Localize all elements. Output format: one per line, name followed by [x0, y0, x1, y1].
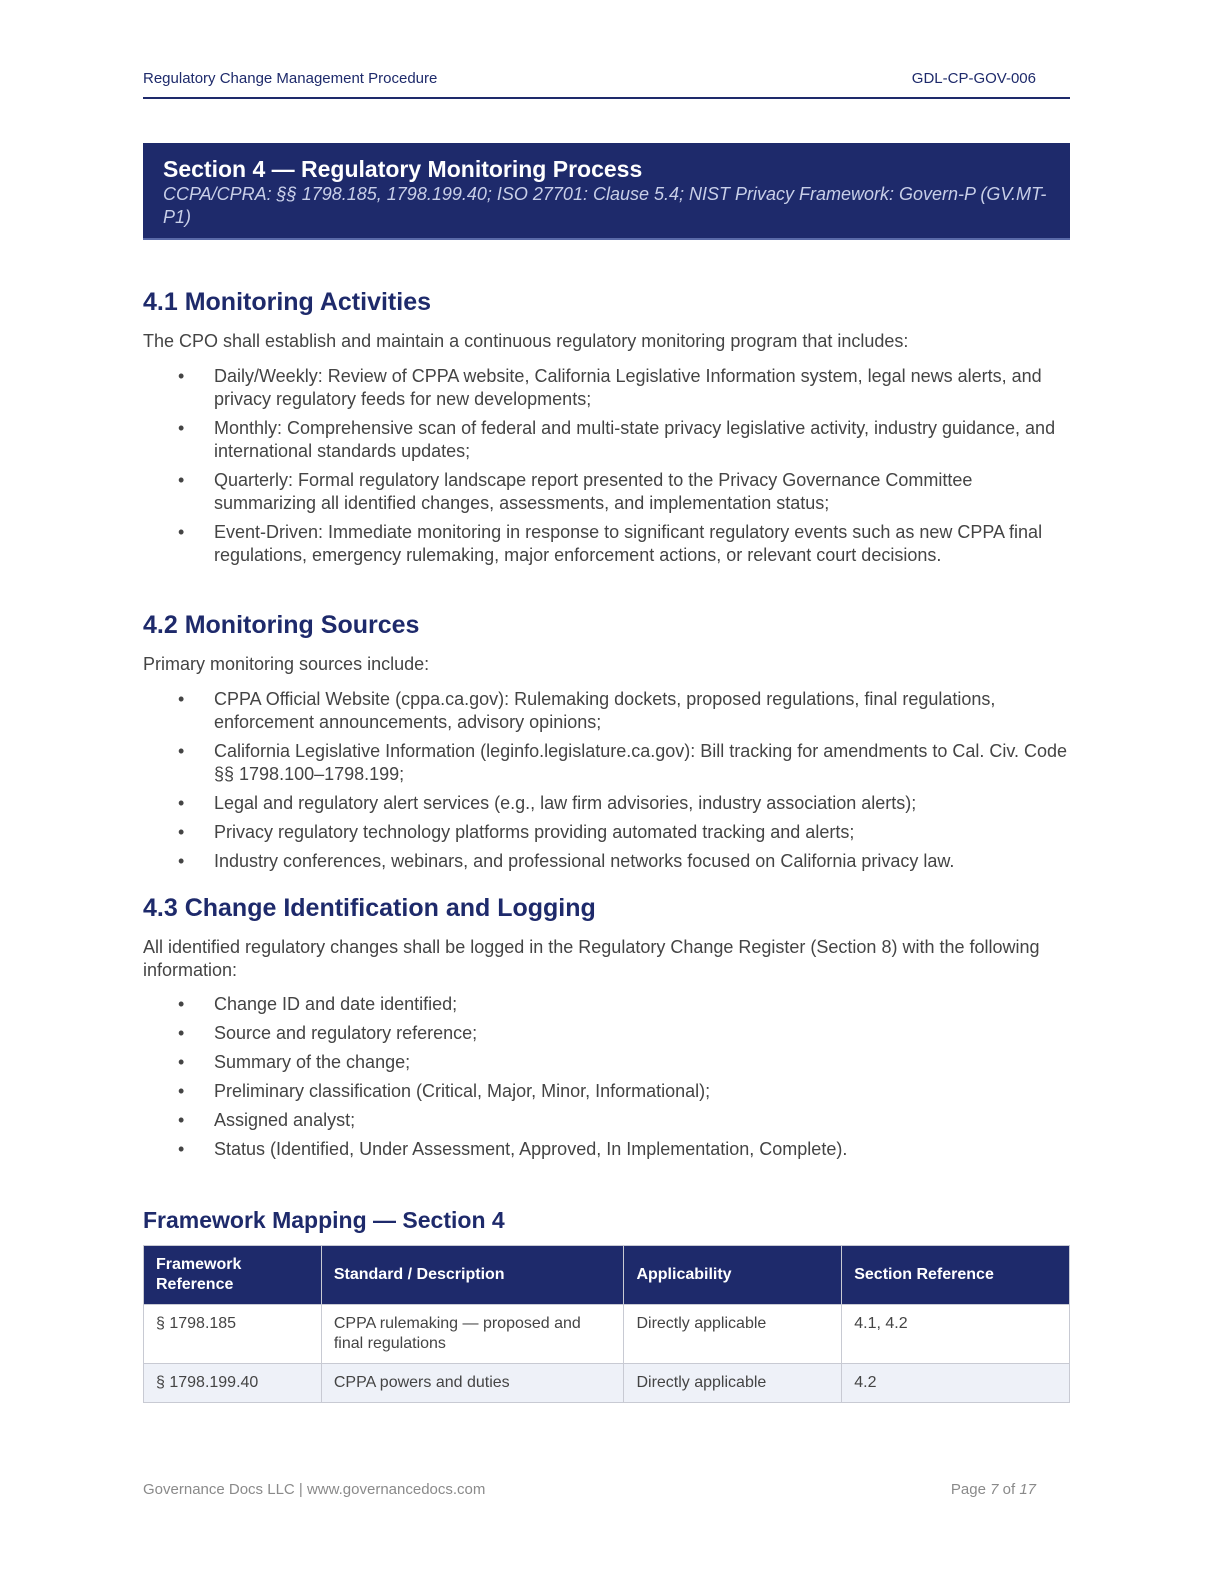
page-footer [143, 1481, 1070, 1498]
framework-mapping-table [143, 1245, 1070, 1403]
bullet-icon: • [178, 822, 185, 842]
list-item: • Status (Identified, Under Assessment, Approved, In Implementation, Complete). [178, 1139, 848, 1159]
table-cell: Directly applicable [624, 1305, 842, 1364]
bullet-icon: • [178, 1052, 185, 1072]
section-references: CCPA/CPRA: §§ 1798.185, 1798.199.40; ISO 27701: Clause 5.4; NIST Privacy Framework: Govern-P (GV.MT-P1) [163, 184, 1047, 227]
bullet-icon: • [178, 470, 185, 490]
heading-4-3: 4.3 Change Identification and Logging [143, 894, 596, 922]
list-item: • California Legislative Information (leginfo.legislature.ca.gov): Bill tracking for amendments to Cal. Civ. Code §§ 1798.100–1798.199; [178, 741, 1068, 784]
list-4-2 [143, 688, 1070, 879]
list-item: • CPPA Official Website (cppa.ca.gov): Rulemaking dockets, proposed regulations, final regulations, enforcement announcements, advisory opinions; [178, 689, 996, 732]
section-banner [143, 143, 1070, 240]
list-item: • Industry conferences, webinars, and professional networks focused on California privacy law. [178, 851, 955, 871]
bullet-icon: • [178, 1139, 185, 1159]
table-row [144, 1305, 1070, 1364]
bullet-icon: • [178, 689, 185, 709]
list-4-1 [143, 365, 1070, 573]
intro-4-1: The CPO shall establish and maintain a continuous regulatory monitoring program that includes: [143, 331, 909, 351]
bullet-icon: • [178, 418, 185, 438]
bullet-icon: • [178, 1023, 185, 1043]
framework-mapping-title: Framework Mapping — Section 4 [143, 1207, 505, 1233]
list-item: • Quarterly: Formal regulatory landscape report presented to the Privacy Governance Committee summarizing all identified changes, assessments, and implementation status; [178, 470, 973, 513]
table-cell: 4.1, 4.2 [842, 1305, 1070, 1364]
list-4-3 [143, 993, 1070, 1167]
table-cell: CPPA powers and duties [321, 1364, 624, 1403]
intro-4-2: Primary monitoring sources include: [143, 654, 430, 674]
list-item: • Change ID and date identified; [178, 994, 458, 1014]
table-cell: § 1798.185 [144, 1305, 322, 1364]
section-title: Section 4 — Regulatory Monitoring Process [163, 156, 643, 182]
list-item: • Preliminary classification (Critical, Major, Minor, Informational); [178, 1081, 711, 1101]
list-item: • Event-Driven: Immediate monitoring in response to significant regulatory events such as new CPPA final regulations, emergency rulemaking, major enforcement actions, or relevant court decisions. [178, 522, 1043, 565]
bullet-icon: • [178, 793, 185, 813]
document-id: GDL-CP-GOV-006 [911, 70, 1036, 87]
table-cell: CPPA rulemaking — proposed and final regulations [321, 1305, 624, 1364]
list-item: • Legal and regulatory alert services (e.g., law firm advisories, industry association alerts); [178, 793, 917, 813]
bullet-icon: • [178, 851, 185, 871]
list-item: • Summary of the change; [178, 1052, 411, 1072]
bullet-icon: • [178, 366, 185, 386]
bullet-icon: • [178, 1081, 185, 1101]
table-cell: Directly applicable [624, 1364, 842, 1403]
document-title: Regulatory Change Management Procedure [143, 70, 438, 87]
column-header: Standard / Description [321, 1246, 624, 1305]
list-item: • Assigned analyst; [178, 1110, 356, 1130]
list-item: • Source and regulatory reference; [178, 1023, 478, 1043]
table-cell: 4.2 [842, 1364, 1070, 1403]
page-number: Page 7 of 17 [950, 1481, 1036, 1498]
bullet-icon: • [178, 994, 185, 1014]
heading-4-1: 4.1 Monitoring Activities [143, 288, 432, 316]
table-row [144, 1364, 1070, 1403]
list-item: • Monthly: Comprehensive scan of federal and multi-state privacy legislative activity, industry guidance, and international standards updates; [178, 418, 1056, 461]
table-cell: § 1798.199.40 [144, 1364, 322, 1403]
bullet-icon: • [178, 522, 185, 542]
column-header: Applicability [624, 1246, 842, 1305]
list-item: • Privacy regulatory technology platforms providing automated tracking and alerts; [178, 822, 855, 842]
list-item: • Daily/Weekly: Review of CPPA website, California Legislative Information system, legal news alerts, and privacy regulatory feeds for new developments; [178, 366, 1042, 409]
heading-4-2: 4.2 Monitoring Sources [143, 611, 420, 639]
intro-4-3: All identified regulatory changes shall be logged in the Regulatory Change Register (Section 8) with the following information: [143, 937, 1040, 980]
column-header: Framework Reference [144, 1246, 322, 1305]
column-header: Section Reference [842, 1246, 1070, 1305]
footer-company: Governance Docs LLC | www.governancedocs.com [143, 1481, 486, 1498]
table-header-row [144, 1246, 1070, 1305]
bullet-icon: • [178, 741, 185, 761]
page-header [143, 70, 1070, 99]
bullet-icon: • [178, 1110, 185, 1130]
